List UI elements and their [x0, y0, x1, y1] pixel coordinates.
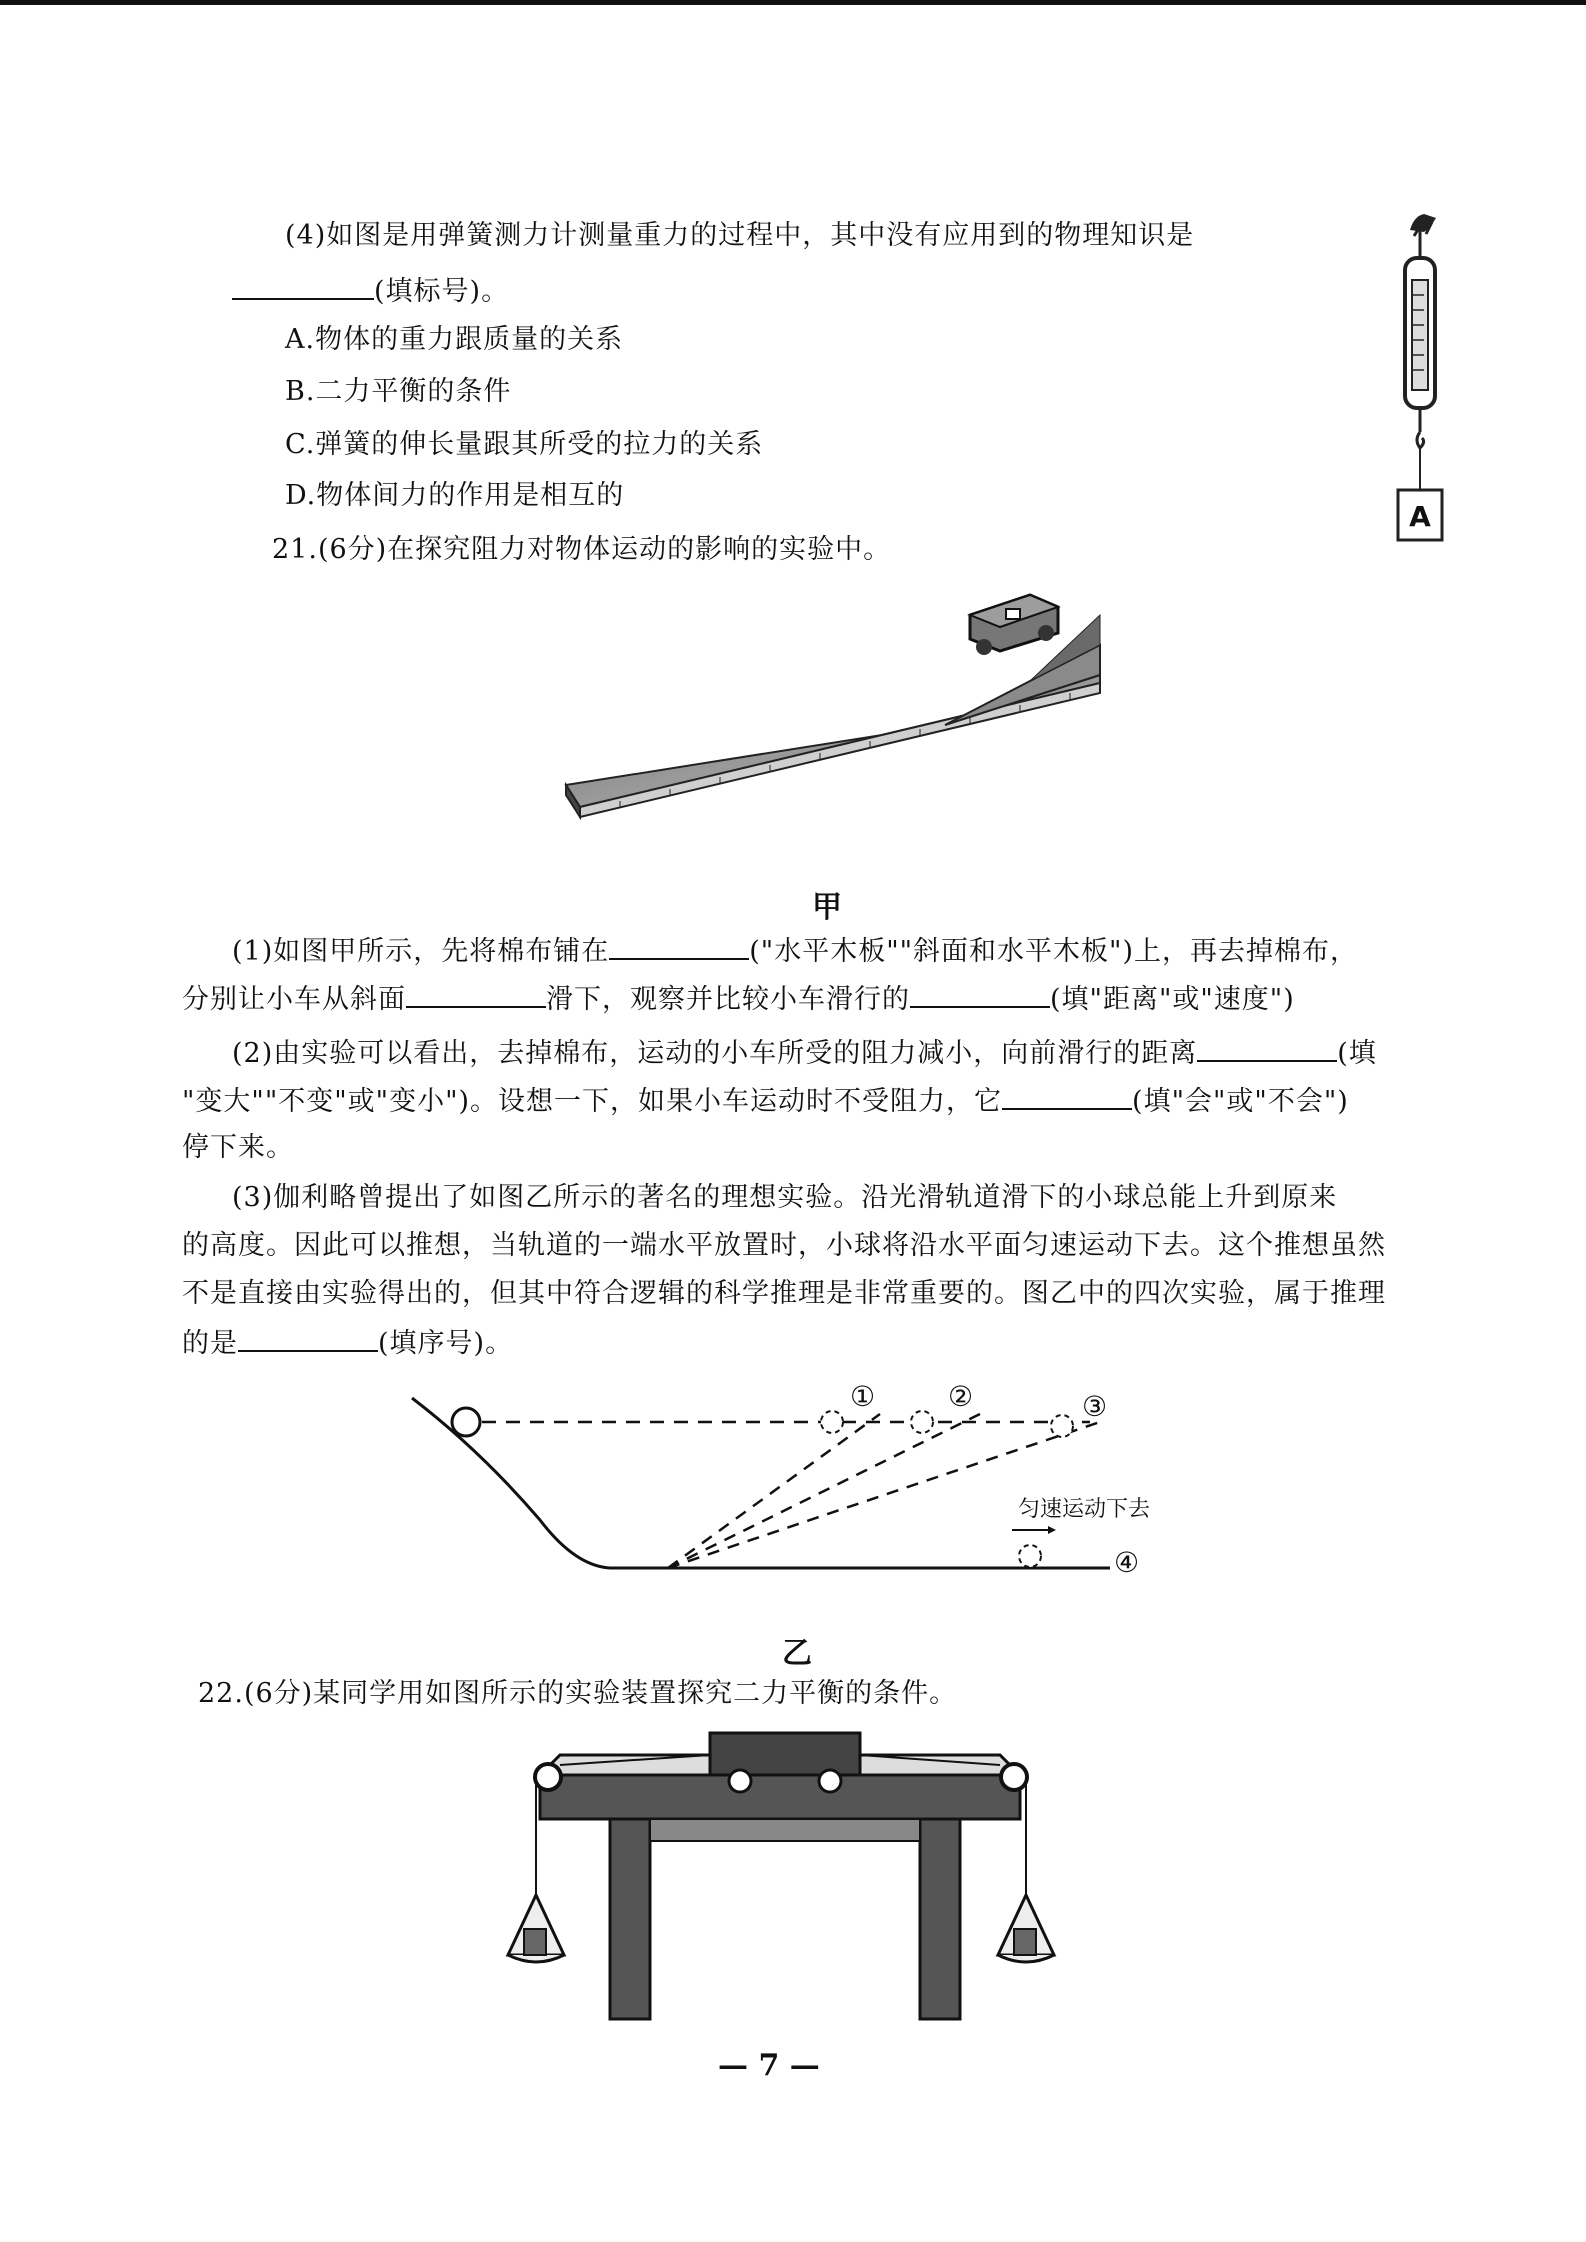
- q21-3-line2: 的高度。因此可以推想，当轨道的一端水平放置时，小球将沿水平面匀速运动下去。这个推想虽然: [182, 1230, 1386, 1261]
- q21-3-line3: 不是直接由实验得出的，但其中符合逻辑的科学推理是非常重要的。图乙中的四次实验，属于推理: [182, 1278, 1386, 1309]
- spring-scale-figure: [1380, 210, 1460, 550]
- q20-4-option-c: C.弹簧的伸长量跟其所受的拉力的关系: [285, 429, 764, 460]
- q21-3-text-a: 的是: [182, 1328, 238, 1359]
- weight-block-label: A: [1409, 500, 1431, 533]
- q20-4-stem-text: (填标号)。: [374, 276, 510, 307]
- q21-1-text-d: 滑下，观察并比较小车滑行的: [546, 984, 910, 1015]
- q21-1-text-e: (填"距离"或"速度"): [1050, 984, 1295, 1015]
- q20-4-option-a: A.物体的重力跟质量的关系: [285, 324, 624, 355]
- q20-4-option-d: D.物体间力的作用是相互的: [285, 480, 625, 511]
- q21-2-text-c: "变大""不变"或"变小")。设想一下，如果小车运动时不受阻力，它: [182, 1086, 1003, 1117]
- q21-2-line3: 停下来。: [182, 1132, 294, 1163]
- uniform-motion-text: 匀速运动下去: [1018, 1497, 1151, 1522]
- q21-1-text-c: 分别让小车从斜面: [182, 984, 406, 1015]
- incline-board-figure: [560, 585, 1100, 835]
- q21-3-line4: [182, 1324, 513, 1362]
- q22-title: 22.(6分)某同学用如图所示的实验装置探究二力平衡的条件。: [198, 1678, 958, 1709]
- q21-3-text-b: (填序号)。: [378, 1328, 514, 1359]
- q21-1-line1: [232, 932, 1358, 970]
- q21-1-text-a: (1)如图甲所示，先将棉布铺在: [232, 936, 610, 967]
- answer-blank-q21-1-surface[interactable]: [609, 932, 749, 960]
- q21-1-line2: [182, 980, 1295, 1018]
- answer-blank-q20-4[interactable]: [232, 272, 374, 300]
- trial-label-1: ①: [850, 1380, 876, 1413]
- page-number: — 7 —: [718, 2048, 820, 2083]
- answer-blank-q21-2-distance[interactable]: [1197, 1034, 1337, 1062]
- galileo-track-figure: [400, 1370, 1220, 1590]
- q20-4-stem-line1: (4)如图是用弹簧测力计测量重力的过程中，其中没有应用到的物理知识是: [285, 220, 1195, 251]
- figure-jia-label: 甲: [812, 890, 842, 925]
- answer-blank-q21-3[interactable]: [238, 1324, 378, 1352]
- q21-title: 21.(6分)在探究阻力对物体运动的影响的实验中。: [272, 534, 892, 565]
- trial-label-2: ②: [948, 1380, 974, 1413]
- answer-blank-q21-1-quantity[interactable]: [910, 980, 1050, 1008]
- q21-1-text-b: ("水平木板""斜面和水平木板")上，再去掉棉布，: [749, 936, 1358, 967]
- trial-label-3: ③: [1082, 1390, 1108, 1423]
- balance-table-figure: [500, 1725, 1060, 2025]
- q21-3-line1: (3)伽利略曾提出了如图乙所示的著名的理想实验。沿光滑轨道滑下的小球总能上升到原来: [232, 1182, 1338, 1213]
- top-rule: [0, 0, 1586, 5]
- figure-yi-label: 乙: [782, 1636, 812, 1671]
- q21-2-line2: [182, 1082, 1349, 1120]
- q20-4-stem-line2: [232, 272, 509, 310]
- q21-2-text-b: (填: [1337, 1038, 1377, 1069]
- answer-blank-q21-2-stop[interactable]: [1002, 1082, 1132, 1110]
- q21-2-line1: [232, 1034, 1377, 1072]
- trial-label-4: ④: [1114, 1546, 1140, 1579]
- q20-4-option-b: B.二力平衡的条件: [285, 376, 512, 407]
- answer-blank-q21-1-position[interactable]: [406, 980, 546, 1008]
- q21-2-text-d: (填"会"或"不会"): [1132, 1086, 1349, 1117]
- q21-2-text-a: (2)由实验可以看出，去掉棉布，运动的小车所受的阻力减小，向前滑行的距离: [232, 1038, 1198, 1069]
